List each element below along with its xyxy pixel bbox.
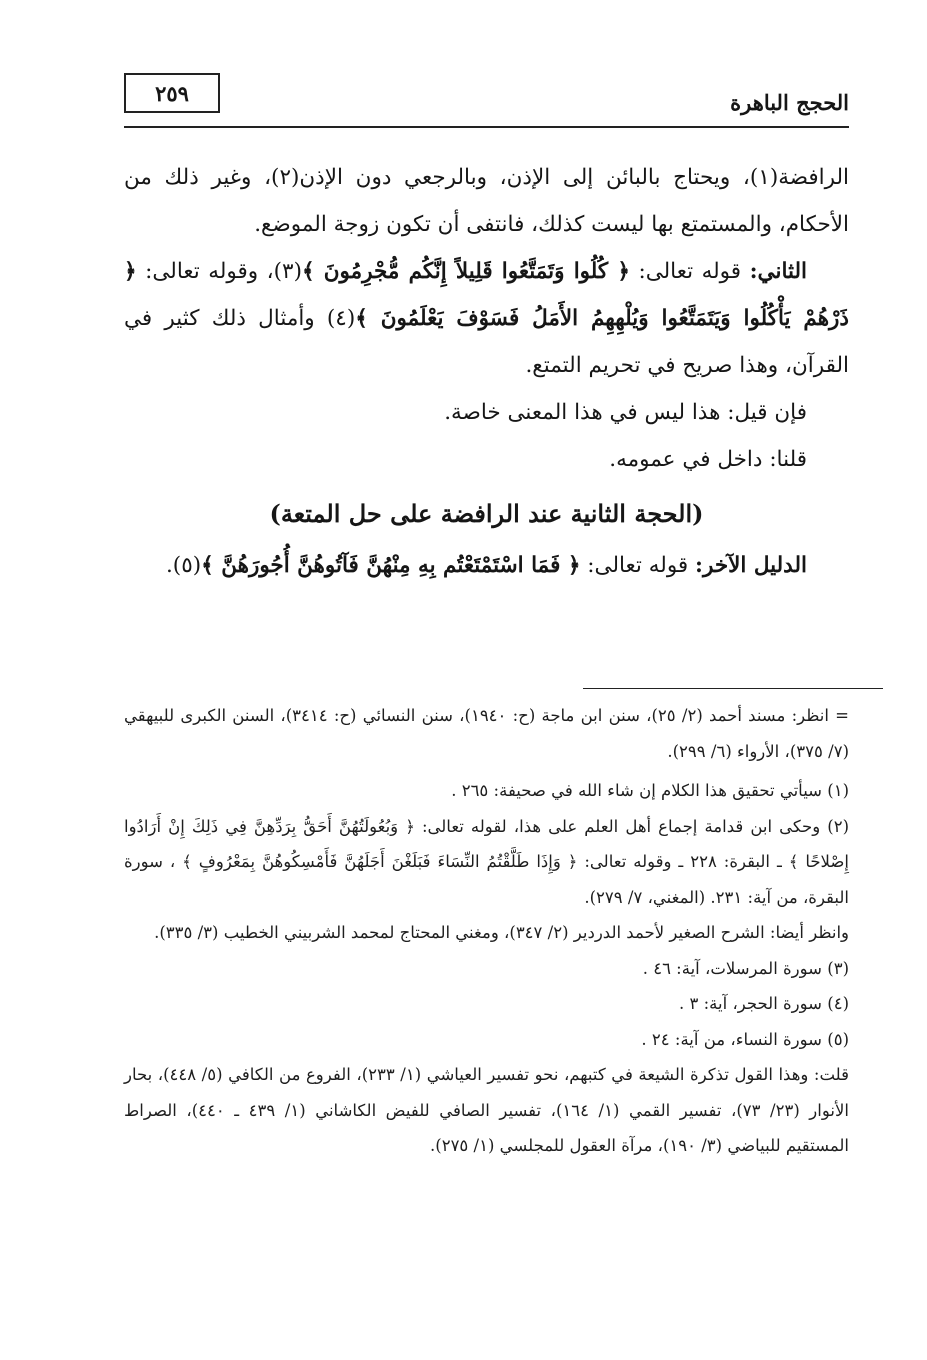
footnote-2-continued: وانظر أيضا: الشرح الصغير لأحمد الدردير (٢/ ٣٤٧)، ومغني المحتاج لمحمد الشربيني الخطيب (٣/ ٣٣٥). [154, 923, 849, 942]
footnote-5-continued: قلت: وهذا القول تذكرة الشيعة في كتبهم، نحو تفسير العياشي (١/ ٢٣٣)، الفروع من الكافي (٥/ ٤٤٨)، بحار الأنوار (٢٣/ ٧٣)، تفسير القمي (١/ ١٦٤)، تفسير الصافي للفيض الكاشاني (١/ ٤٣٩ ـ ٤٤٠)، الصراط المستقيم للبياضي (٣/ ١٩٠)، مرآة العقول للمجلسي (١/ ٢٧٥). [124, 1065, 850, 1155]
quran-verse-1: ﴿ كُلُوا وَتَمَتَّعُوا قَلِيلاً إِنَّكُم مُّجْرِمُونَ ﴾ [301, 259, 630, 284]
paragraph-5-text-1: قوله تعالى: [580, 553, 696, 578]
running-title: الحجج الباهرة [730, 90, 849, 115]
footnote-4: (٤) سورة الحجر، آية: ٣ . [679, 994, 849, 1013]
main-text [124, 154, 849, 589]
paragraph-5-lead: الدليل الآخر: [695, 553, 807, 578]
paragraph-1: الرافضة(١)، ويحتاج بالبائن إلى الإذن، وبالرجعي دون الإذن(٢)، وغير ذلك من الأحكام، والمستمتع بها ليست كذلك، فانتفى أن تكون زوجة الموضع. [124, 165, 850, 237]
footnote-separator [583, 688, 883, 689]
paragraph-5 [124, 542, 849, 589]
paragraph-2-text-2: (٣)، وقوله تعالى: [136, 259, 302, 284]
paragraph-2-text-3: (٤) وأمثال ذلك كثير في القرآن، وهذا صريح في تحريم التمتع. [124, 306, 849, 378]
page-number: ٢٥٩ [155, 80, 189, 106]
footnote-5: (٥) سورة النساء، من آية: ٢٤ . [641, 1029, 849, 1049]
paragraph-2-text-1: قوله تعالى: [629, 259, 750, 284]
footnote-2: (٢) وحكى ابن قدامة إجماع أهل العلم على هذا، لقوله تعالى: ﴿ وَبُعُولَتُهُنَّ أَحَقُّ بِرَدِّهِنَّ فِي ذَلِكَ إِنْ أَرَادُوا إِصْلاحًا ﴾ ـ البقرة: ٢٢٨ ـ وقوله تعالى: ﴿ وَإِذَا طَلَّقْتُمُ النِّسَاءَ فَبَلَغْنَ أَجَلَهُنَّ فَأَمْسِكُوهُنَّ بِمَعْرُوفٍ ﴾ ، سورة البقرة، من آية: ٢٣١. (المغني، ٧/ ٢٧٩). [124, 816, 849, 907]
paragraph-5-text-2: (٥). [165, 553, 202, 578]
section-heading: (الحجة الثانية عند الرافضة على حل المتعة) [269, 499, 704, 528]
footnotes [124, 698, 849, 1164]
page-number-box [124, 73, 220, 113]
footnote-1: (١) سيأتي تحقيق هذا الكلام إن شاء الله في صحيفة: ٢٦٥ . [451, 781, 849, 800]
paragraph-3: فإن قيل: هذا ليس في هذا المعنى خاصة. [444, 400, 807, 425]
quran-verse-2: ﴿ ذَرْهُمْ يَأْكُلُوا وَيَتَمَتَّعُوا وَيُلْهِهِمُ الأَمَلُ فَسَوْفَ يَعْلَمُونَ ﴾ [124, 259, 849, 331]
paragraph-4: قلنا: داخل في عمومه. [609, 447, 807, 472]
footnote-continuation: = انظر: مسند أحمد (٢/ ٢٥)، سنن ابن ماجة (ح: ١٩٤٠)، سنن النسائي (ح: ٣٤١٤)، السنن الكبرى للبيهقي (٧/ ٣٧٥)، الأرواء (٦/ ٢٩٩). [124, 706, 849, 761]
paragraph-2-lead: الثاني: [749, 259, 808, 284]
quran-verse-3: ﴿ فَمَا اسْتَمْتَعْتُم بِهِ مِنْهُنَّ فَآتُوهُنَّ أُجُورَهُنَّ ﴾ [201, 553, 581, 578]
header-rule [124, 126, 849, 128]
footnote-3: (٣) سورة المرسلات، آية: ٤٦ . [642, 958, 849, 978]
paragraph-2 [124, 248, 849, 389]
